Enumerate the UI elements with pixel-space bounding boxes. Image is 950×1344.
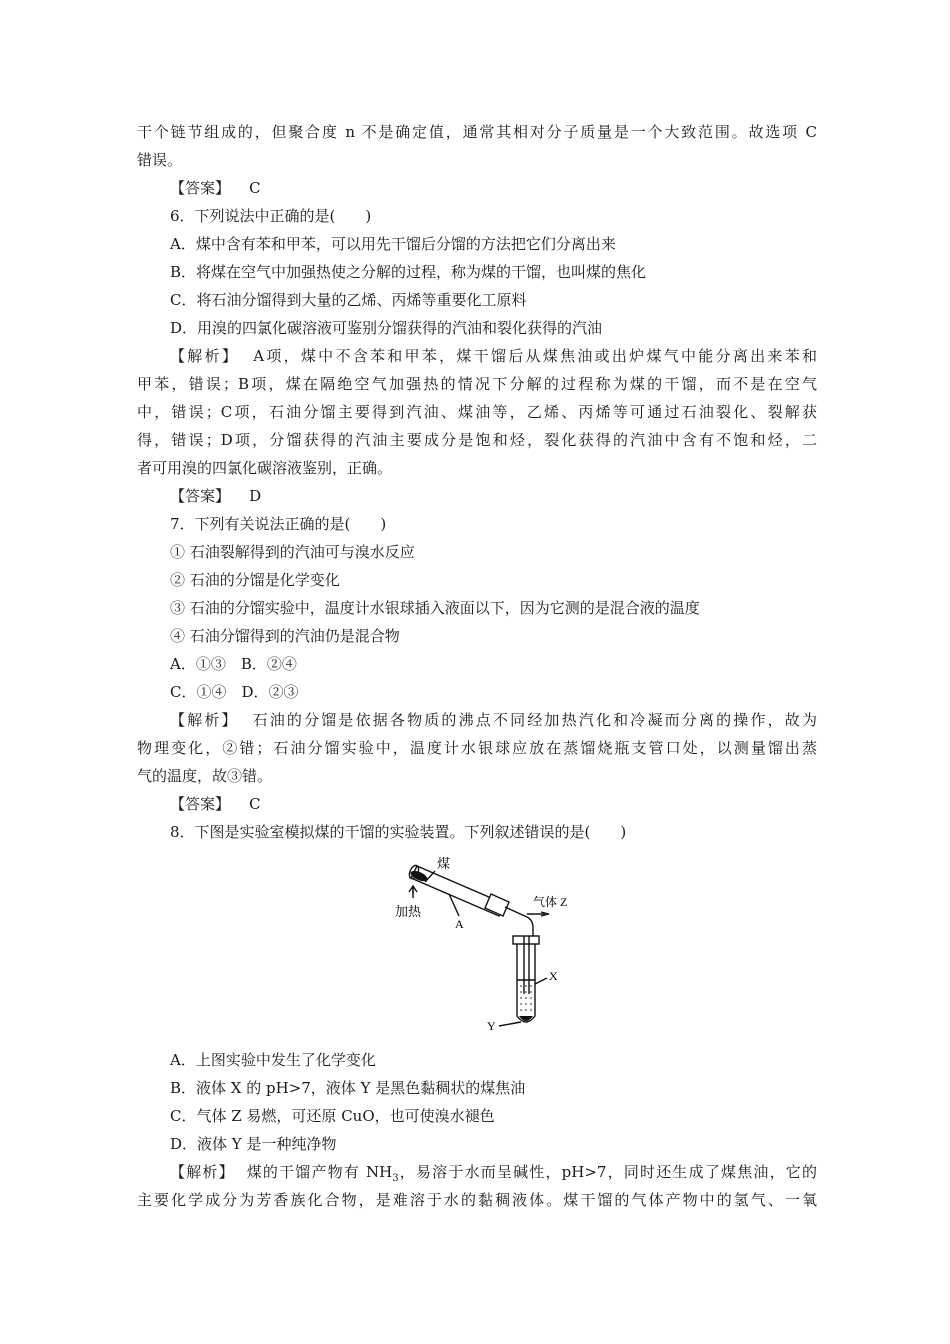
text-line: 干个链节组成的，但聚合度 n 不是确定值，通常其相对分子质量是一个大致范围。故选项 C [137, 123, 817, 141]
label-coal: 煤 [437, 856, 451, 871]
explanation-label: 【解析】 [170, 711, 239, 729]
explanation-line: 主要化学成分为芳香族化合物，是难溶于水的黏稠液体。煤干馏的气体产物中的氢气、一氧 [137, 1191, 817, 1209]
question-7: 7．下列有关说法正确的是( ) [170, 515, 387, 533]
apparatus-figure [137, 846, 817, 1046]
label-x: X [549, 969, 558, 983]
explanation-line: 中，错误；C项，石油分馏主要得到汽油、煤油等，乙烯、丙烯等可通过石油裂化、裂解获 [137, 403, 817, 421]
explanation-line: 【解析】 石油的分馏是依据各物质的沸点不同经加热汽化和冷凝而分离的操作，故为 [170, 711, 817, 729]
answer-label: 【答案】 [170, 795, 231, 813]
label-y: Y [487, 1019, 496, 1033]
explanation-line: 物理变化，②错；石油分馏实验中，温度计水银球应放在蒸馏烧瓶支管口处，以测量馏出蒸 [137, 739, 817, 757]
option-6b: B．将煤在空气中加强热使之分解的过程，称为煤的干馏，也叫煤的焦化 [170, 263, 647, 281]
explanation-label: 【解析】 [170, 1163, 235, 1181]
options-7-ab: A．①③ B．②④ [170, 655, 297, 673]
answer-label: 【答案】 [170, 487, 231, 505]
statement-7-1: ① 石油裂解得到的汽油可与溴水反应 [170, 543, 415, 561]
option-6a: A．煤中含有苯和甲苯，可以用先干馏后分馏的方法把它们分离出来 [170, 235, 616, 253]
option-6c: C．将石油分馏得到大量的乙烯、丙烯等重要化工原料 [170, 291, 527, 309]
explanation-line: 气的温度，故③错。 [137, 767, 273, 785]
statement-7-3: ③ 石油的分馏实验中，温度计水银球插入液面以下，因为它测的是混合液的温度 [170, 599, 700, 617]
option-8d: D．液体 Y 是一种纯净物 [170, 1135, 337, 1153]
explanation-line: 者可用溴的四氯化碳溶液鉴别，正确。 [137, 459, 393, 477]
answer-label: 【答案】 [170, 179, 231, 197]
answer-line [137, 790, 817, 818]
explanation-line: 【解析】 A项，煤中不含苯和甲苯，煤干馏后从煤焦油或出炉煤气中能分离出来苯和 [170, 347, 817, 365]
answer-value: C [249, 179, 261, 197]
option-6d: D．用溴的四氯化碳溶液可鉴别分馏获得的汽油和裂化获得的汽油 [170, 319, 603, 337]
explanation-line: 【解析】 煤的干馏产物有 $NH_3$，易溶于水而呈碱性，pH>7，同时还生成了煤焦油，它的 [170, 1163, 817, 1184]
explanation-label: 【解析】 [170, 347, 240, 365]
answer-line [137, 174, 817, 202]
answer-value: D [249, 487, 262, 505]
label-a: A [455, 917, 464, 931]
text-line: 错误。 [137, 151, 183, 169]
question-8: 8．下图是实验室模拟煤的干馏的实验装置。下列叙述错误的是( ) [170, 823, 627, 841]
label-gas-z: 气体 Z [533, 895, 568, 909]
statement-7-2: ② 石油的分馏是化学变化 [170, 571, 340, 589]
document-page [137, 118, 817, 1214]
option-8b: B．液体 X 的 pH>7，液体 Y 是黑色黏稠状的煤焦油 [170, 1079, 526, 1097]
option-8c: C．气体 Z 易燃，可还原 CuO，也可使溴水褪色 [170, 1107, 495, 1125]
explanation-line: 甲苯，错误；B项，煤在隔绝空气加强热的情况下分解的过程称为煤的干馏，而不是在空气 [137, 375, 817, 393]
explanation-line: 得，错误；D项，分馏获得的汽油主要成分是饱和烃，裂化获得的汽油中含有不饱和烃，二 [137, 431, 817, 449]
answer-line [137, 482, 817, 510]
question-6: 6．下列说法中正确的是( ) [170, 207, 372, 225]
options-7-cd: C．①④ D．②③ [170, 683, 299, 701]
statement-7-4: ④ 石油分馏得到的汽油仍是混合物 [170, 627, 400, 645]
label-heat: 加热 [395, 904, 422, 919]
answer-value: C [249, 795, 261, 813]
coal-distillation-diagram [387, 854, 587, 1034]
option-8a: A．上图实验中发生了化学变化 [170, 1051, 376, 1069]
